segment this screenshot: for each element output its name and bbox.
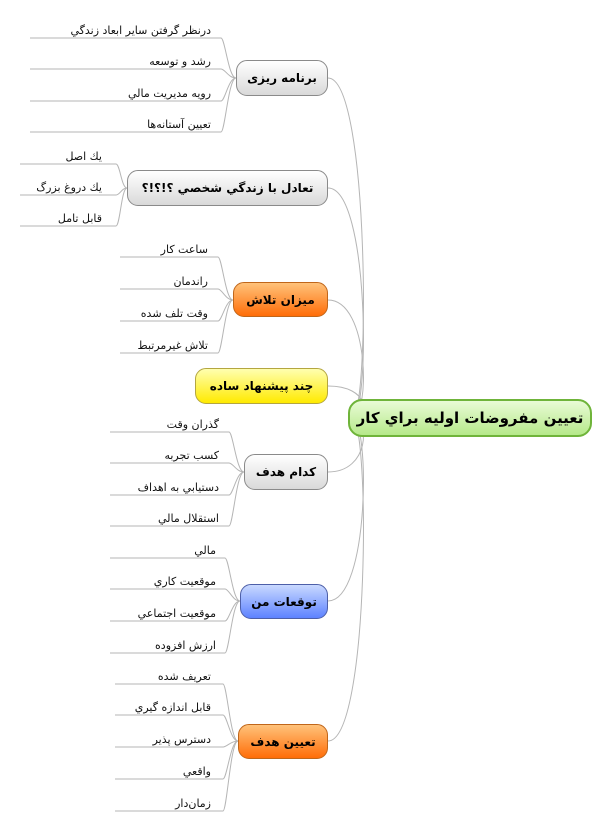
branch-node-set-goal[interactable]: تعيين هدف <box>238 724 328 759</box>
branch-node-effort[interactable]: ميزان تلاش <box>233 282 328 317</box>
leaf-planning-1: درنظر گرفتن ساير ابعاد زندگي <box>70 24 211 37</box>
leaf-setgoal-5: زمان‌دار <box>175 797 211 810</box>
branch-node-planning[interactable]: برنامه ریزی <box>236 60 328 96</box>
leaf-effort-4: تلاش غيرمرتبط <box>137 339 208 352</box>
leaf-expect-4: ارزش افزوده <box>155 639 216 652</box>
root-link-1 <box>328 188 363 418</box>
branch-node-suggestions[interactable]: چند پيشنهاد ساده <box>195 368 328 404</box>
branch-node-expectations[interactable]: توقعات من <box>240 584 328 619</box>
leaf-link-2-1 <box>120 289 233 300</box>
leaf-goal-2: كسب تجربه <box>164 449 219 462</box>
leaf-effort-1: ساعت كار <box>160 243 208 256</box>
leaf-link-0-1 <box>30 69 236 78</box>
leaf-expect-2: موقعيت كاري <box>153 575 216 588</box>
leaf-setgoal-2: قابل اندازه گيري <box>134 701 211 714</box>
leaf-setgoal-4: واقعي <box>182 765 211 778</box>
leaf-link-3-1 <box>110 463 244 472</box>
leaf-goal-4: استقلال مالي <box>158 512 219 525</box>
leaf-goal-3: دستيابي به اهداف <box>137 481 219 494</box>
leaf-balance-3: قابل تامل <box>57 212 102 225</box>
leaf-link-4-1 <box>110 589 240 601</box>
root-link-6 <box>328 418 363 741</box>
leaf-expect-1: مالي <box>194 544 216 557</box>
leaf-balance-1: يك اصل <box>65 150 102 163</box>
root-node[interactable]: تعيين مفروضات اوليه براي كار <box>348 399 592 437</box>
leaf-planning-2: رشد و توسعه <box>149 55 211 68</box>
branch-node-life-balance[interactable]: تعادل با زندگي شخصي ؟!؟!؟ <box>127 170 328 206</box>
root-link-0 <box>328 78 363 418</box>
root-link-5 <box>328 418 363 601</box>
leaf-effort-2: راندمان <box>173 275 208 288</box>
leaf-balance-2: يك دروغ بزرگ <box>36 181 102 194</box>
leaf-goal-1: گذران وقت <box>166 418 219 431</box>
leaf-setgoal-1: تعريف شده <box>157 670 211 683</box>
leaf-setgoal-3: دسترس پذير <box>152 733 211 746</box>
leaf-expect-3: موقعيت اجتماعي <box>137 607 216 620</box>
leaf-effort-3: وقت تلف شده <box>140 307 208 320</box>
leaf-planning-4: تعيين آستانه‌ها <box>147 118 211 131</box>
leaf-planning-3: رويه مديريت مالي <box>128 87 211 100</box>
branch-node-which-goal[interactable]: كدام هدف <box>244 454 328 490</box>
